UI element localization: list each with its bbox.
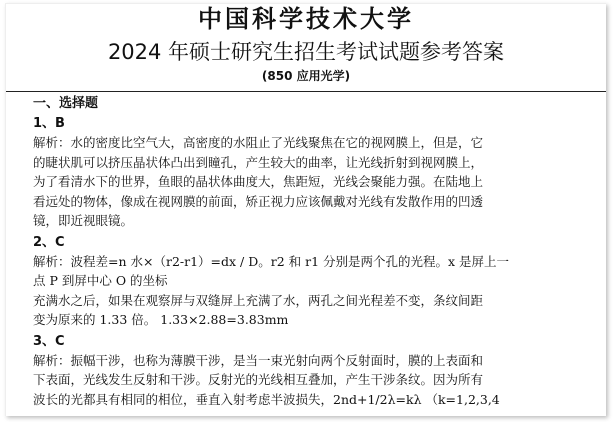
page-subtitle: (850 应用光学) xyxy=(261,69,351,83)
text-line: 点 P 到屏中心 O 的坐标 xyxy=(33,273,168,288)
text-line: 看远处的物体，像成在视网膜的前面，矫正视力应该佩戴对光线有发散作用的凹透 xyxy=(33,193,484,209)
university-logo-text: 中国科学技术大学 xyxy=(198,4,414,33)
question-1-answer: 1、B xyxy=(33,116,65,131)
question-2-answer: 2、C xyxy=(33,234,65,250)
text-line: 解析：波程差=n 水×（r2-r1）=dx / D。r2 和 r1 分别是两个孔的光程。x 是屏上一 xyxy=(33,253,510,269)
page-title: 2024 年硕士研究生招生考试试题参考答案 xyxy=(107,40,505,64)
question-1-explanation xyxy=(33,133,581,231)
text-line: 解析：水的密度比空气大，高密度的水阻止了光线聚焦在它的视网膜上，但是，它 xyxy=(33,135,484,150)
text-line: 下表面，光线发生反射和干涉。反射光的光线相互叠加，产生干涉条纹。因为所有 xyxy=(33,372,484,387)
question-3-answer: 3、C xyxy=(33,333,65,349)
header-divider xyxy=(6,91,606,92)
text-line: 镜，即近视眼镜。 xyxy=(33,213,134,228)
text-line: 波长的光都具有相同的相位，垂直入射考虑半波损失，2nd+1/2λ=kλ （k=1,2,3,4 xyxy=(33,391,500,407)
text-line: 解析：振幅干涉，也称为薄膜干涉，是当一束光射向两个反射面时，膜的上表面和 xyxy=(33,352,484,368)
text-line: 充满水之后，如果在观察屏与双缝屏上充满了水，两孔之间光程差不变，条纹间距 xyxy=(33,292,484,308)
text-line: 为了看清水下的世界，鱼眼的晶状体曲度大，焦距短，光线会聚能力强。在陆地上 xyxy=(33,174,484,189)
text-line: 的睫状肌可以挤压晶状体凸出到瞳孔，产生较大的曲率，让光线折射到视网膜上， xyxy=(33,154,484,170)
text-line: 变为原来的 1.33 倍。 1.33×2.88=3.83mm xyxy=(33,312,289,327)
question-3-explanation xyxy=(33,351,581,410)
question-2-explanation xyxy=(33,252,581,330)
section-heading: 一、选择题 xyxy=(33,96,99,111)
document-page xyxy=(5,3,606,416)
